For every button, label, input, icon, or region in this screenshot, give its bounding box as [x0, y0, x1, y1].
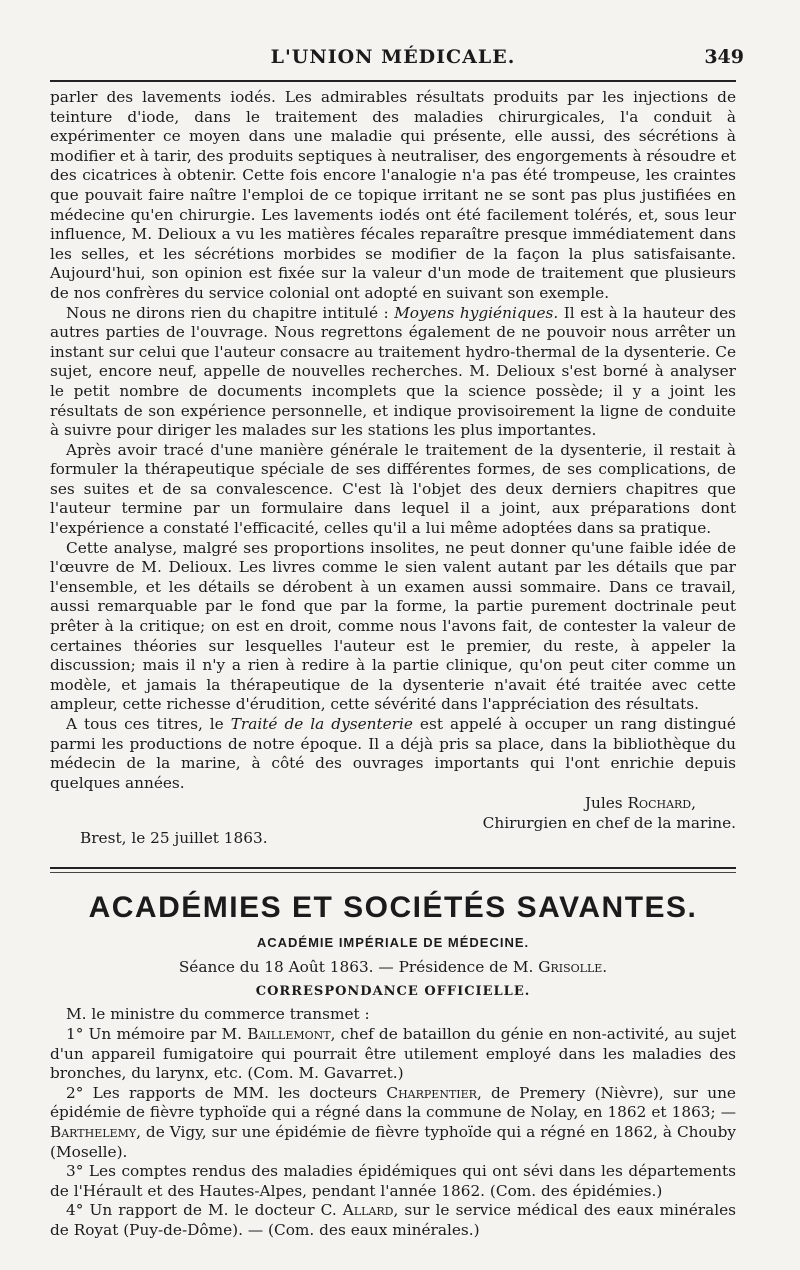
- author-name: Jules Rochard,: [584, 794, 696, 813]
- paragraph-2: [50, 304, 736, 441]
- section-rule-bottom: [50, 872, 736, 873]
- correspondence-list: [50, 1005, 736, 1240]
- item-1-a: 1° Un mémoire par M.: [66, 1024, 248, 1043]
- item-2-a: 2° Les rapports de MM. les docteurs: [66, 1083, 387, 1102]
- header-rule: [50, 80, 736, 82]
- session-suffix: .: [602, 958, 608, 977]
- list-item: [50, 1201, 736, 1240]
- item-1-name: Baillemont: [247, 1024, 331, 1043]
- chapter-title-italic: Moyens hygiéniques.: [394, 303, 559, 322]
- paragraph-5-a: A tous ces titres, le: [66, 715, 231, 733]
- paragraph-1: parler des lavements iodés. Les admirables résultats produits par les injections de teinture d'iode, dans le traitement des maladies chirurgicales, l'a conduit à expérimenter ce moyen dans une maladie qui présente, elle aussi, des sécrétions à modifier et à tarir, des produits septiques à neutraliser, des engorgements à résoudre et des cicatrices à obtenir. Cette fois encore l'analogie n'a pas été trompeuse, les craintes que pouvait faire naître l'emploi de ce topique irritant ne se sont pas plus justifiées en médecine qu'en chirurgie. Les lavements iodés ont été facilement tolérés, et, sous leur influence, M. Delioux a vu les matières fécales reparaître presque immédiatement dans les selles, et les sécrétions morbides se modifier de la façon la plus satisfaisante. Aujourd'hui, son opinion est fixée sur la valeur d'un mode de traitement que plusieurs de nos confrères du service colonial ont adopté en suivant son exemple.: [50, 88, 736, 302]
- item-4-a: 4° Un rapport de M. le docteur C.: [66, 1201, 343, 1220]
- item-2-name: Charpentier: [386, 1083, 477, 1102]
- paragraph-5-b: est appelé à occuper un rang distingué parmi les productions de notre époque. Il a déjà pris sa place, dans la bibliothèque du médecin de la marine, à côté des ouvrages importants qui l'ont enrichie depuis quelques années.: [50, 715, 736, 792]
- section-title: ACADÉMIES ET SOCIÉTÉS SAVANTES.: [88, 891, 698, 925]
- session-prefix: Séance du 18 Août 1863. — Présidence de M.: [178, 958, 539, 977]
- session-president: Grisolle: [538, 958, 603, 977]
- author-role: Chirurgien en chef de la marine.: [482, 814, 736, 833]
- academy-title: ACADÉMIE IMPÉRIALE DE MÉDECINE.: [256, 935, 530, 951]
- author-first-name: Jules: [584, 794, 628, 813]
- book-title-italic: Traité de la dysenterie: [230, 715, 413, 733]
- article-body: [50, 88, 736, 793]
- item-1-b: , chef de bataillon du génie en non-activité, au sujet d'un appareil fumigatoire qui pourrait être utilement employé dans les maladies des bronches, du larynx, etc. (Com. M. Gavarret.): [50, 1024, 737, 1083]
- list-item: [50, 1162, 736, 1201]
- paragraph-5: [50, 715, 736, 793]
- section-rule-top: [50, 867, 736, 869]
- author-last-name: Rochard: [627, 794, 692, 813]
- list-item: [50, 1084, 736, 1162]
- correspondence-title: CORRESPONDANCE OFFICIELLE.: [255, 984, 531, 1000]
- paragraph-2-b: Il est à la hauteur des autres parties de l'ouvrage. Nous regrettons également de ne pouvoir nous arrêter un instant sur celui que l'auteur consacre au traitement hydro-thermal de la dysenterie. Ce sujet, encore neuf, appelle de nouvelles recherches. M. Delioux s'est borné à analyser le petit nombre de documents incomplets que la science possède; il y a joint les résultats de son expérience personnelle, et indique provisoirement la ligne de conduite à suivre pour diriger les malades sur les stations les plus importantes.: [50, 303, 736, 440]
- running-head: [50, 0, 744, 70]
- running-title: L'UNION MÉDICALE.: [270, 46, 516, 68]
- paragraph-2-a: Nous ne dirons rien du chapitre intitulé :: [66, 303, 395, 322]
- session-line: [50, 958, 736, 976]
- item-2-c: , de Vigy, sur une épidémie de fièvre typhoïde qui a régné en 1862, à Chouby (Moselle).: [50, 1122, 736, 1161]
- page-number: 349: [704, 46, 744, 68]
- paragraph-4: Cette analyse, malgré ses proportions insolites, ne peut donner qu'une faible idée de l'œuvre de M. Delioux. Les livres comme le sien valent autant par les détails que par l'ensemble, et les détails se dérobent à un examen aussi sommaire. Dans ce travail, aussi remarquable par le fond que par la forme, la partie purement doctrinale peut prêter à la critique; on est en droit, comme nous l'avons fait, de contester la valeur de certaines théories sur lesquelles l'auteur est le premier, du reste, à appeler la discussion; mais il n'y a rien à redire à la partie clinique, qu'on peut citer comme un modèle, et jamais la thérapeutique de la dysenterie n'avait été traitée avec cette ampleur, cette richesse d'érudition, cette sévérité dans l'appréciation des résultats.: [50, 538, 736, 714]
- item-2-name-2: Barthelemy: [50, 1122, 137, 1141]
- signature: [50, 793, 736, 833]
- intro-line: M. le ministre du commerce transmet :: [66, 1005, 370, 1024]
- dateline: Brest, le 25 juillet 1863.: [80, 829, 268, 848]
- paragraph-3: Après avoir tracé d'une manière générale le traitement de la dysenterie, il restait à formuler la thérapeutique spéciale de ses différentes formes, de ses complications, de ses suites et de sa convalescence. C'est là l'objet des deux derniers chapitres que l'auteur termine par un formulaire dans lequel il a joint, aux préparations dont l'expérience a constaté l'efficacité, celles qu'il a lui même adoptées dans sa pratique.: [50, 440, 736, 538]
- item-4-b: , sur le service médical des eaux minérales de Royat (Puy-de-Dôme). — (Com. des eaux minérales.): [50, 1201, 736, 1239]
- item-3-a: 3° Les comptes rendus des maladies épidémiques qui ont sévi dans les départements de l'Hérault et des Hautes-Alpes, pendant l'année 1862. (Com. des épidémies.): [50, 1162, 736, 1200]
- list-item: [50, 1025, 736, 1084]
- item-2-b: , de Premery (Nièvre), sur une épidémie de fièvre typhoïde qui a régné dans la commune de Nolay, en 1862 et 1863; —: [50, 1083, 736, 1122]
- item-4-name: Allard: [342, 1201, 394, 1220]
